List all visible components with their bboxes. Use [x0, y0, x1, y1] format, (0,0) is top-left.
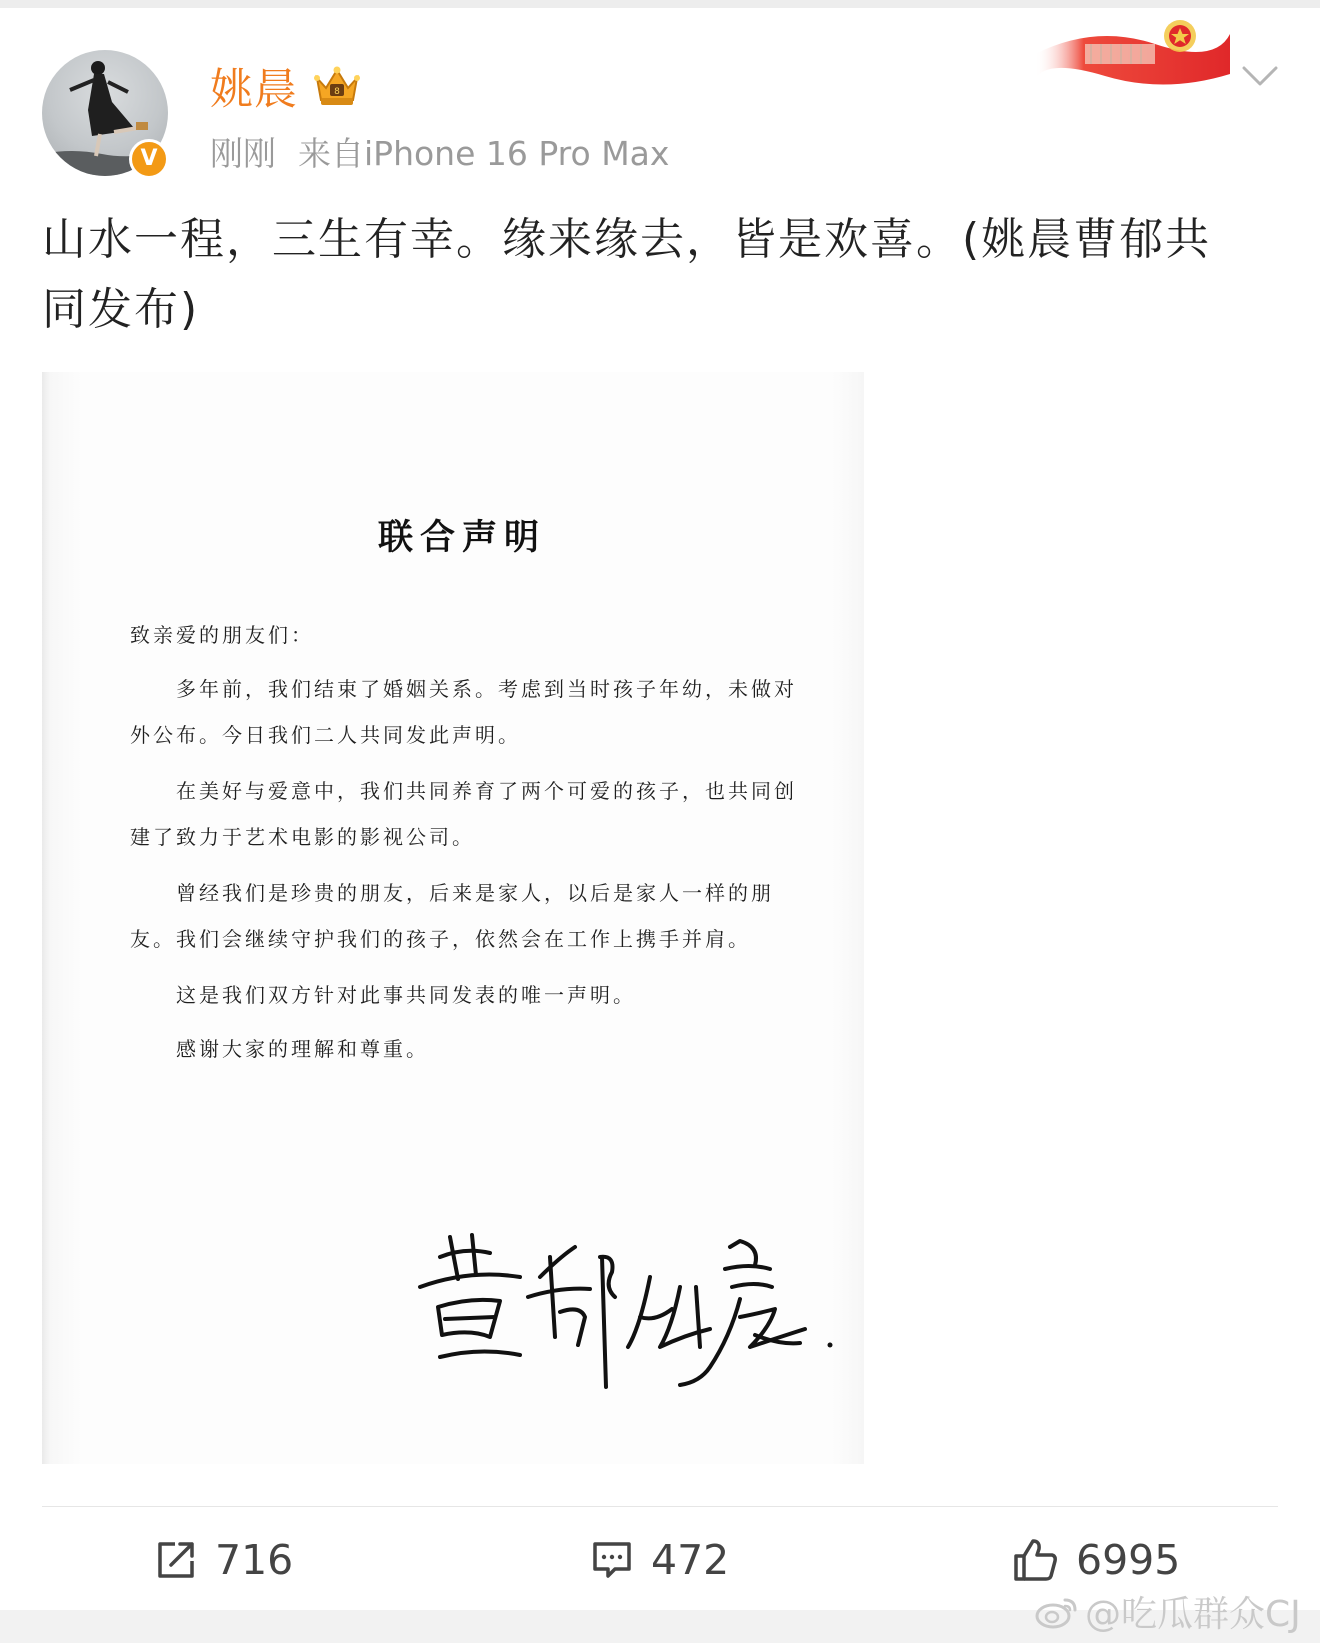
comment-icon — [591, 1539, 633, 1581]
verified-badge: V — [129, 139, 169, 179]
post-text — [42, 205, 1282, 345]
statement-title: 联合声明 — [377, 517, 546, 558]
like-count: 6995 — [1076, 1536, 1181, 1584]
statement-paragraph: 多年前，我们结束了婚姻关系。考虑到当时孩子年幼，未做对外公布。今日我们二人共同发此声明。 — [130, 677, 797, 747]
watermark — [1035, 1586, 1301, 1637]
weibo-logo-icon — [1035, 1594, 1079, 1630]
crown-icon[interactable] — [311, 62, 363, 108]
post-source: 来自iPhone 16 Pro Max — [298, 134, 670, 173]
post-text-line: 山水一程，三生有幸。缘来缘去，皆是欢喜。(姚晨曹郁共 — [42, 214, 1212, 265]
like-button[interactable] — [1012, 1530, 1180, 1590]
repost-count: 716 — [215, 1536, 294, 1584]
statement-paragraph: 感谢大家的理解和尊重。 — [176, 1037, 429, 1061]
handwritten-signature — [410, 1217, 880, 1397]
chevron-down-icon[interactable] — [1240, 62, 1280, 90]
repost-button[interactable] — [155, 1530, 293, 1590]
svg-text:8: 8 — [334, 87, 340, 97]
statement-salutation: 致亲爱的朋友们： — [130, 623, 314, 647]
flag-banner-icon — [1025, 14, 1230, 90]
statement-paragraph: 这是我们双方针对此事共同发表的唯一声明。 — [176, 983, 636, 1007]
thumbs-up-icon — [1012, 1537, 1058, 1583]
comment-button[interactable] — [591, 1530, 729, 1590]
post-text-line: 同发布) — [42, 284, 200, 335]
statement-image[interactable] — [42, 372, 864, 1464]
post-meta — [210, 128, 669, 175]
watermark-text: @吃瓜群众CJ — [1085, 1594, 1301, 1635]
top-status-band — [0, 0, 1320, 8]
repost-icon — [155, 1539, 197, 1581]
action-bar-divider — [42, 1506, 1278, 1507]
post-time: 刚刚 — [210, 134, 276, 173]
author-name[interactable]: 姚晨 — [210, 65, 298, 115]
comment-count: 472 — [651, 1536, 730, 1584]
statement-paragraph: 在美好与爱意中，我们共同养育了两个可爱的孩子，也共同创建了致力于艺术电影的影视公司。 — [130, 779, 797, 849]
statement-paragraph: 曾经我们是珍贵的朋友，后来是家人，以后是家人一样的朋友。我们会继续守护我们的孩子，依然会在工作上携手并肩。 — [130, 881, 774, 951]
